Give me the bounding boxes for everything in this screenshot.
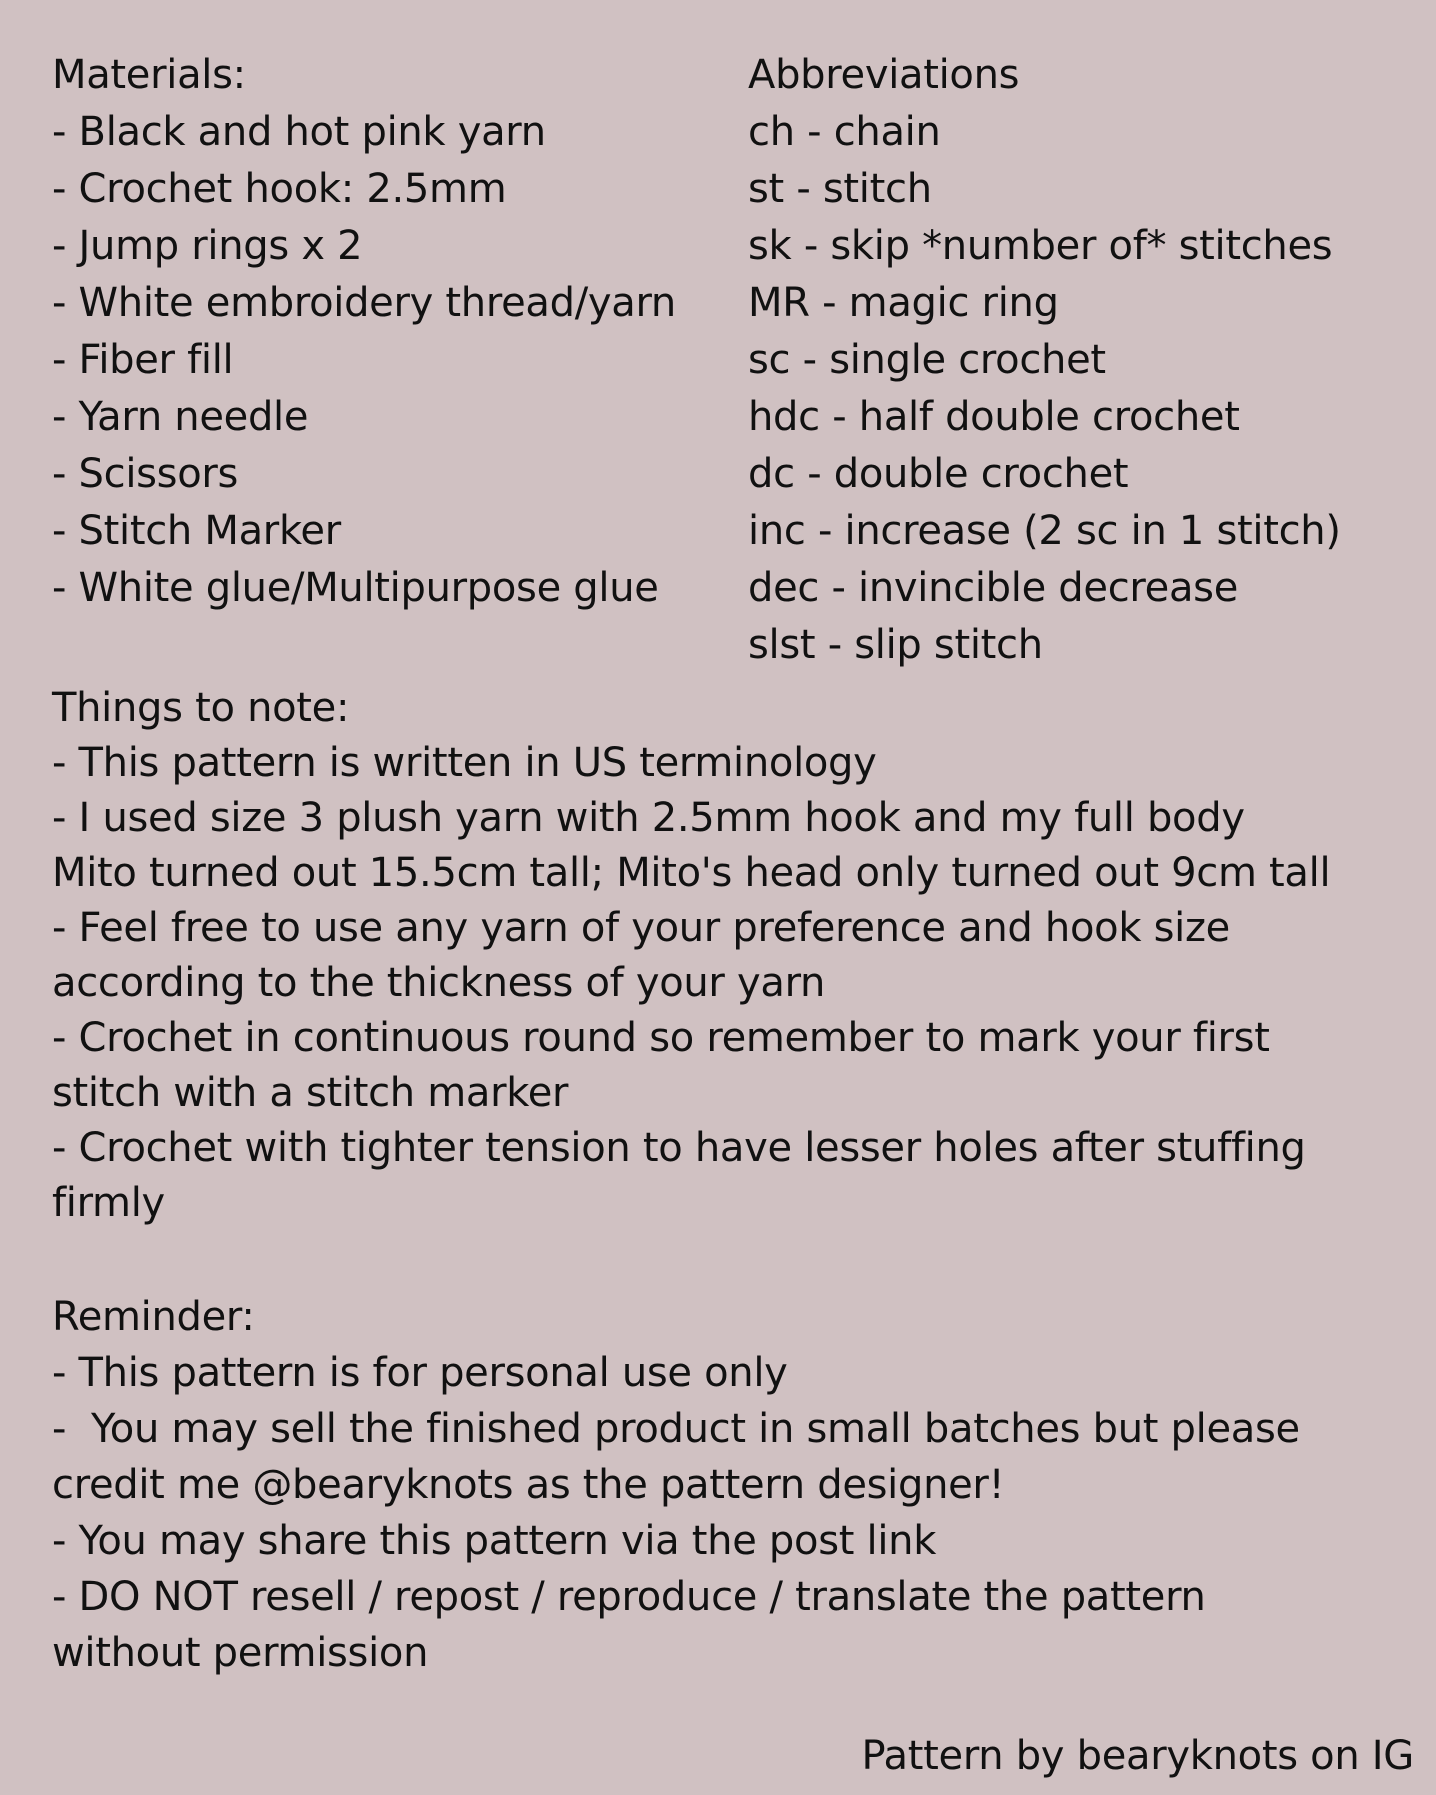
materials-item: - White embroidery thread/yarn [52,280,676,326]
notes-line: - Feel free to use any yarn of your preference and hook size [52,905,1230,951]
abbreviation-item: ch - chain [748,109,941,155]
notes-line: firmly [52,1180,165,1226]
notes-heading: Things to note: [52,685,350,731]
materials-item: - Scissors [52,451,239,497]
materials-item: - Jump rings x 2 [52,223,363,269]
abbreviations-section [748,47,1428,674]
materials-section [52,47,742,617]
notes-line: - Crochet in continuous round so remember to mark your first [52,1015,1270,1061]
reminder-line: - You may share this pattern via the post link [52,1518,937,1564]
notes-line: - Crochet with tighter tension to have lesser holes after stuffing [52,1125,1306,1171]
reminder-line: - DO NOT resell / repost / reproduce / translate the pattern [52,1574,1206,1620]
materials-item: - Stitch Marker [52,508,341,554]
abbreviation-item: hdc - half double crochet [748,394,1240,440]
abbreviation-item: dc - double crochet [748,451,1129,497]
abbreviation-item: sc - single crochet [748,337,1106,383]
notes-line: Mito turned out 15.5cm tall; Mito's head only turned out 9cm tall [52,850,1331,896]
notes-line: - I used size 3 plush yarn with 2.5mm hook and my full body [52,795,1245,841]
abbreviations-heading: Abbreviations [748,52,1020,98]
materials-item: - Fiber fill [52,337,234,383]
reminder-line: - You may sell the finished product in small batches but please [52,1406,1300,1452]
reminder-heading: Reminder: [52,1294,255,1340]
pattern-credit: Pattern by bearyknots on IG [861,1733,1414,1779]
reminder-line: without permission [52,1630,429,1676]
abbreviation-item: sk - skip *number of* stitches [748,223,1333,269]
materials-item: - Crochet hook: 2.5mm [52,166,507,212]
reminder-line: - This pattern is for personal use only [52,1350,788,1396]
notes-line: according to the thickness of your yarn [52,960,826,1006]
abbreviation-item: slst - slip stitch [748,622,1043,668]
notes-section [52,681,1392,1231]
abbreviation-item: inc - increase (2 sc in 1 stitch) [748,508,1341,554]
materials-heading: Materials: [52,52,246,98]
abbreviation-item: MR - magic ring [748,280,1059,326]
reminder-section [52,1289,1392,1681]
materials-item: - Yarn needle [52,394,309,440]
notes-line: stitch with a stitch marker [52,1070,569,1116]
abbreviation-item: st - stitch [748,166,932,212]
materials-item: - Black and hot pink yarn [52,109,546,155]
materials-item: - White glue/Multipurpose glue [52,565,659,611]
notes-line: - This pattern is written in US terminology [52,740,877,786]
abbreviation-item: dec - invincible decrease [748,565,1239,611]
reminder-line: credit me @bearyknots as the pattern designer! [52,1462,1005,1508]
